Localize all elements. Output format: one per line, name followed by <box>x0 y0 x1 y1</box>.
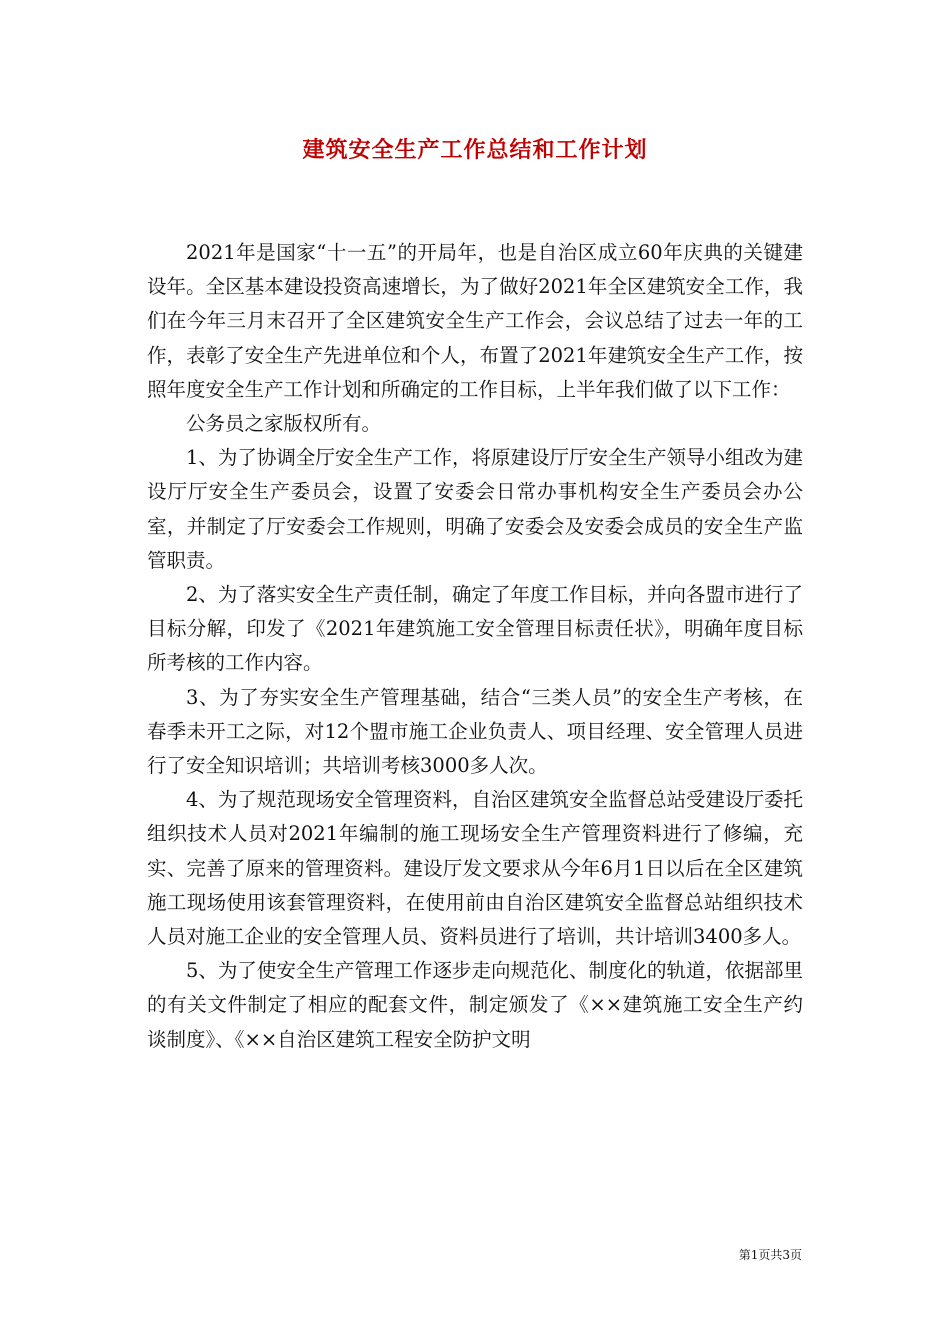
page-number-footer: 第1页共3页 <box>738 1248 802 1262</box>
document-title: 建筑安全生产工作总结和工作计划 <box>302 138 648 163</box>
paragraph-item-1: 1、为了协调全厅安全生产工作，将原建设厅厅安全生产领导小组改为建设厅厅安全生产委员会，设置了安委会日常办事机构安全生产委员会办公室，并制定了厅安委会工作规则，明确了安委会及安委会成员的安全生产监管职责。 <box>147 446 803 572</box>
paragraph-intro: 2021年是国家“十一五”的开局年，也是自治区成立60年庆典的关键建设年。全区基本建设投资高速增长，为了做好2021年全区建筑安全工作，我们在今年三月末召开了全区建筑安全生产工作会，会议总结了过去一年的工作，表彰了安全生产先进单位和个人，布置了2021年建筑安全生产工作，按照年度安全生产工作计划和所确定的工作目标，上半年我们做了以下工作： <box>147 241 803 401</box>
document-body <box>147 236 803 1057</box>
paragraph-item-5: 5、为了使安全生产管理工作逐步走向规范化、制度化的轨道，依据部里的有关文件制定了相应的配套文件，制定颁发了《××建筑施工安全生产约谈制度》、《××自治区建筑工程安全防护文明 <box>147 959 803 1051</box>
paragraph-item-4: 4、为了规范现场安全管理资料，自治区建筑安全监督总站受建设厅委托组织技术人员对2021年编制的施工现场安全生产管理资料进行了修编，充实、完善了原来的管理资料。建设厅发文要求从今年6月1日以后在全区建筑施工现场使用该套管理资料，在使用前由自治区建筑安全监督总站组织技术人员对施工企业的安全管理人员、资料员进行了培训，共计培训3400多人。 <box>147 788 803 949</box>
paragraph-copyright: 公务员之家版权所有。 <box>186 412 382 436</box>
paragraph-item-2: 2、为了落实安全生产责任制，确定了年度工作目标，并向各盟市进行了目标分解，印发了《2021年建筑施工安全管理目标责任状》，明确年度目标所考核的工作内容。 <box>147 583 803 675</box>
paragraph-item-3: 3、为了夯实安全生产管理基础，结合“三类人员”的安全生产考核，在春季未开工之际，对12个盟市施工企业负责人、项目经理、安全管理人员进行了安全知识培训；共培训考核3000多人次。 <box>147 685 803 778</box>
